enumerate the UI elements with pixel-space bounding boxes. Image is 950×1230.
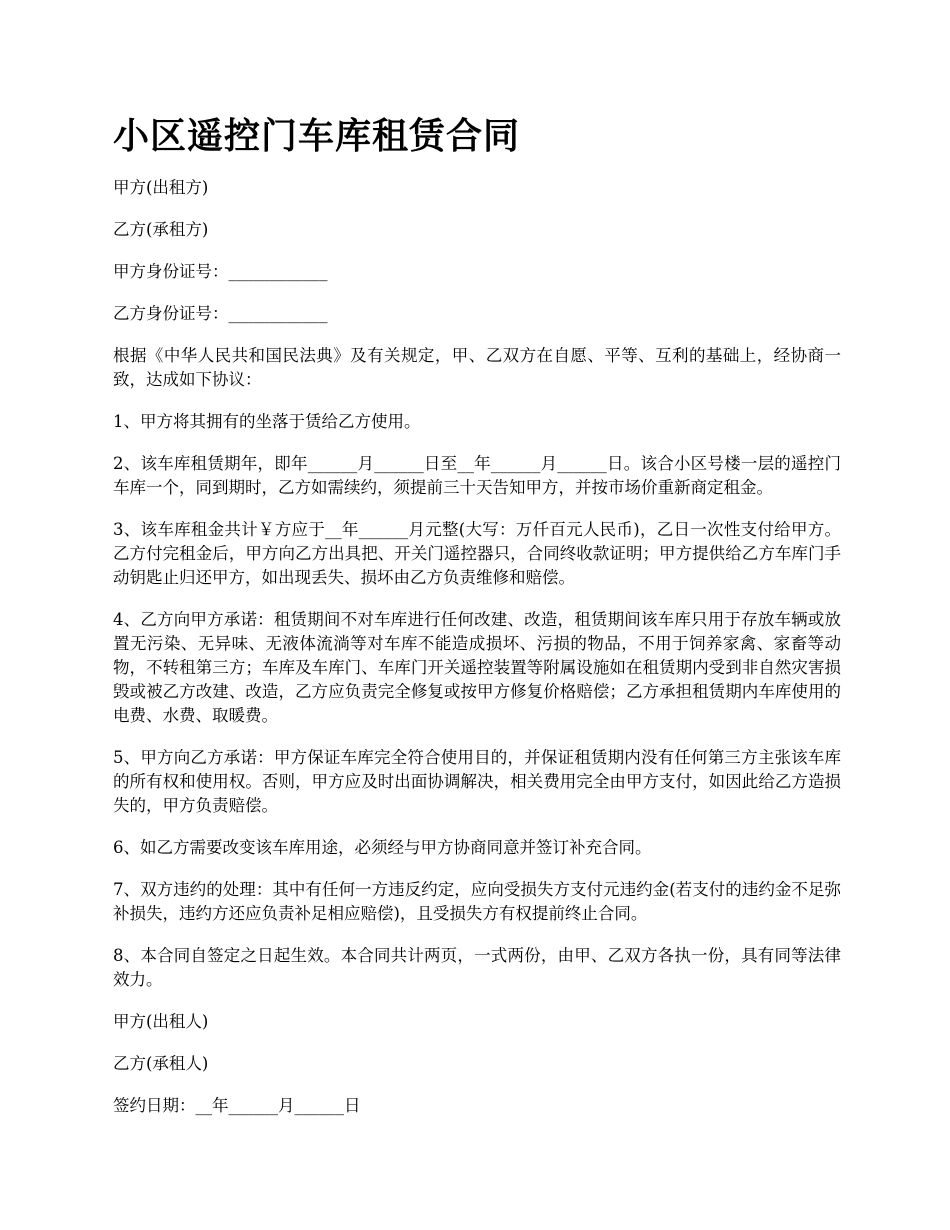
clause-2: 2、该车库租赁期年，即年______月______日至__年______月______日。该合小区号楼一层的遥控门车库一个，同到期时，乙方如需续约，须提前三十天告知甲方，并按市场价重新商定租金。 xyxy=(113,454,841,497)
party-a-line: 甲方(出租方) xyxy=(113,178,209,197)
party-b-id-line: 乙方身份证号：____________ xyxy=(113,304,328,323)
party-b-line: 乙方(承租方) xyxy=(113,220,209,239)
party-a-id-line: 甲方身份证号：____________ xyxy=(113,262,328,281)
clause-1: 1、甲方将其拥有的坐落于赁给乙方使用。 xyxy=(113,412,421,431)
clause-5: 5、甲方向乙方承诺：甲方保证车库完全符合使用目的，并保证租赁期内没有任何第三方主张该车库的所有权和使用权。否则，甲方应及时出面协调解决，相关费用完全由甲方支付，如因此给乙方造损失的，甲方负责赔偿。 xyxy=(113,748,841,815)
party-a-signature-line: 甲方(出租人) xyxy=(113,1012,209,1031)
clause-3: 3、该车库租金共计￥方应于__年______月元整(大写：万仟百元人民币)，乙日一次性支付给甲方。乙方付完租金后，甲方向乙方出具把、开关门遥控器只，合同终收款证明；甲方提供给乙方车库门手动钥匙止归还甲方，如出现丢失、损坏由乙方负责维修和赔偿。 xyxy=(113,520,841,587)
signing-date-line: 签约日期：__年______月______日 xyxy=(113,1096,361,1115)
clause-8: 8、本合同自签定之日起生效。本合同共计两页，一式两份，由甲、乙双方各执一份，具有同等法律效力。 xyxy=(113,946,841,989)
clause-6: 6、如乙方需要改变该车库用途，必须经与甲方协商同意并签订补充合同。 xyxy=(113,838,652,857)
clause-4: 4、乙方向甲方承诺：租赁期间不对车库进行任何改建、改造，租赁期间该车库只用于存放车辆或放置无污染、无异味、无液体流淌等对车库不能造成损坏、污损的物品，不用于饲养家禽、家畜等动物，不转租第三方；车库及车库门、车库门开关遥控装置等附属设施如在租赁期内受到非自然灾害损毁或被乙方改建、改造，乙方应负责完全修复或按甲方修复价格赔偿；乙方承担租赁期内车库使用的电费、水费、取暖费。 xyxy=(113,610,841,725)
document-page xyxy=(113,110,841,1136)
party-b-signature-line: 乙方(承租人) xyxy=(113,1054,209,1073)
clause-7: 7、双方违约的处理：其中有任何一方违反约定，应向受损失方支付元违约金(若支付的违约金不足弥补损失，违约方还应负责补足相应赔偿)，且受损失方有权提前终止合同。 xyxy=(113,880,841,923)
preamble-paragraph: 根据《中华人民共和国民法典》及有关规定，甲、乙双方在自愿、平等、互利的基础上，经协商一致，达成如下协议： xyxy=(113,346,841,389)
document-title: 小区遥控门车库租赁合同 xyxy=(113,115,521,157)
